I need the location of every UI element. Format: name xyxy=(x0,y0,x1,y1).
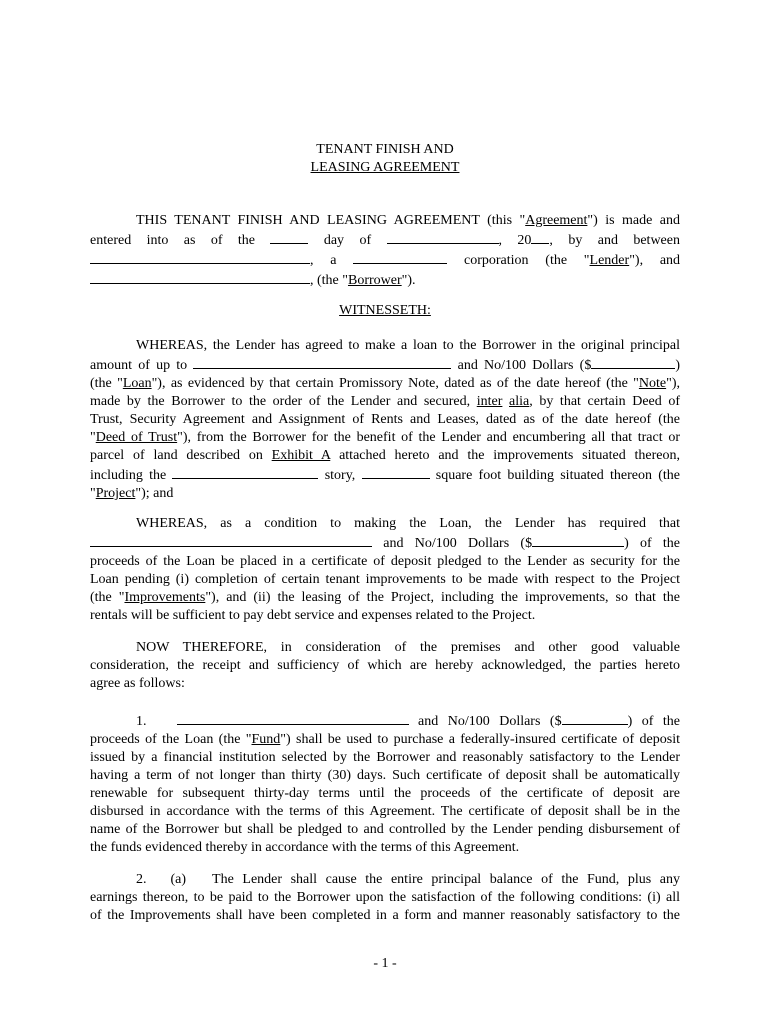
defined-term-deed-of-trust: Deed of Trust xyxy=(95,430,178,445)
defined-term-improvements: Improvements xyxy=(124,590,206,605)
section-2-subsection: (a) xyxy=(170,872,187,887)
defined-term-fund: Fund xyxy=(251,732,281,747)
section-2: 2. (a) The Lender shall cause the entire principal balance of the Fund, plus any earnings thereon, to be paid to the Borrower upon the satisfaction of the following conditions: (i) all of the Improvements shall have been completed in a form and manner reasonably satisfactory to the xyxy=(90,872,680,923)
defined-term-borrower: Borrower xyxy=(347,273,402,288)
intro-paragraph: THIS TENANT FINISH AND LEASING AGREEMENT (this "Agreement") is made and entered into as of the day of , 20 , by and between , a corporation (the "Lender"), and , (the "Borrower"). xyxy=(90,213,681,288)
page-number: - 1 - xyxy=(373,956,397,971)
blank-day xyxy=(270,230,308,244)
whereas-paragraph-1: WHEREAS, the Lender has agreed to make a loan to the Borrower in the original principal amount of up to and No/100 Dollars ($ ) (the "Loan"), as evidenced by that certain Promissory Note, dated as of the date hereof (the "Note"), made by the Borrower to the order of the Lender and secured, inter alia, by that certain Deed of Trust, Security Agreement and Assignment of Rents and Leases, dated as of the date hereof (the "Deed of Trust"), from the Borrower for the benefit of the Lender and encumbering all that tract or parcel of land described on Exhibit A attached hereto and the improvements situated thereon, including the story, square foot building situated thereon (the "Project"); and xyxy=(90,338,681,501)
title-line-2: LEASING AGREEMENT xyxy=(310,160,460,175)
whereas-paragraph-2: WHEREAS, as a condition to making the Loan, the Lender has required that and No/100 Dollars ($ ) of the proceeds of the Loan be placed in a certificate of deposit pledged to the Lender as security for the Loan pending (i) completion of certain tenant improvements to be made with respect to the Project (the "Improvements"), and (ii) the leasing of the Project, including the improvements, so that the rentals will be sufficient to pay debt service and expenses related to the Project. xyxy=(90,516,680,623)
blank-stories xyxy=(172,465,318,479)
blank-square-feet xyxy=(362,465,430,479)
blank-state xyxy=(353,250,447,264)
blank-section-1-amount-words xyxy=(177,711,409,725)
section-2-number: 2. xyxy=(136,872,147,887)
blank-loan-amount-words xyxy=(193,355,451,369)
blank-fund-amount-words xyxy=(90,533,372,547)
witnesseth-heading: WITNESSETH: xyxy=(339,303,431,318)
blank-section-1-amount-number xyxy=(562,711,628,725)
now-therefore-paragraph: NOW THEREFORE, in consideration of the premises and other good valuable consideration, the receipt and sufficiency of which are hereby acknowledged, the parties hereto agree as follows: xyxy=(90,640,680,691)
blank-borrower-name xyxy=(90,270,310,284)
section-1: 1. and No/100 Dollars ($ ) of the proceeds of the Loan (the "Fund") shall be used to purchase a federally-insured certificate of deposit issued by a financial institution selected by the Borrower and reasonably satisfactory to the Lender having a term of not longer than thirty (30) days. Such certificate of deposit shall be automatically renewable for subsequent thirty-day terms until the proceeds of the certificate of deposit are disbursed in accordance with the terms of this Agreement. The certificate of deposit shall be in the name of the Borrower but shall be pledged to and controlled by the Lender pending disbursement of the funds evidenced thereby in accordance with the terms of this Agreement. xyxy=(90,711,680,857)
blank-month xyxy=(387,230,499,244)
blank-lender-name xyxy=(90,250,310,264)
section-1-number: 1. xyxy=(136,714,147,729)
title-line-1: TENANT FINISH AND xyxy=(316,142,454,157)
defined-term-project: Project xyxy=(95,486,136,501)
blank-fund-amount-number xyxy=(532,533,624,547)
exhibit-a-reference: Exhibit A xyxy=(271,448,331,463)
blank-loan-amount-number xyxy=(591,355,675,369)
blank-year xyxy=(531,230,549,244)
defined-term-lender: Lender xyxy=(589,253,630,268)
defined-term-loan: Loan xyxy=(122,376,152,391)
defined-term-note: Note xyxy=(638,376,667,391)
defined-term-agreement: Agreement xyxy=(525,213,588,228)
